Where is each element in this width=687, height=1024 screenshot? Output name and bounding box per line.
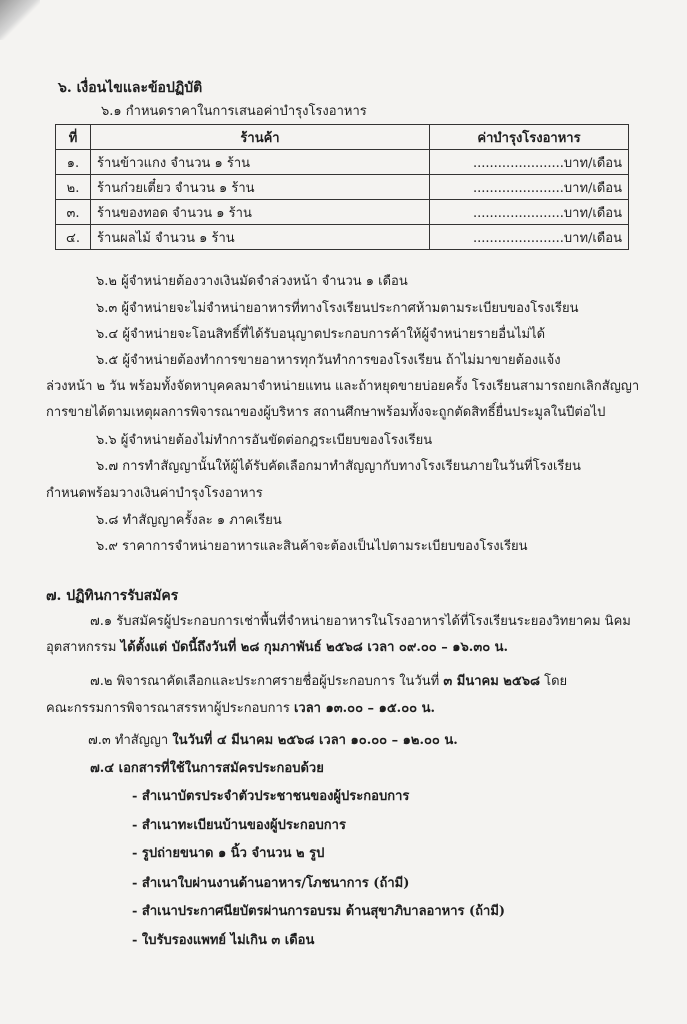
table-header-row	[56, 125, 629, 150]
row-shop: ร้านผลไม้ จำนวน ๑ ร้าน	[91, 225, 430, 250]
section7-item2-cont	[46, 701, 435, 717]
section7-item4: ๗.๔ เอกสารที่ใช้ในการสมัครประกอบด้วย	[90, 761, 324, 776]
section7-item3	[88, 733, 458, 749]
item2-suffix: โดย	[540, 674, 568, 689]
section6-item4: ๖.๔ ผู้จำหน่ายจะโอนสิทธิ์ที่ได้รับอนุญาตประกอบการค้าให้ผู้จำหน่ายรายอื่นไม่ได้	[96, 327, 546, 342]
section6-item8: ๖.๘ ทำสัญญาครั้งละ ๑ ภาคเรียน	[96, 513, 282, 528]
item1-prefix: อุตสาหกรรม	[46, 640, 121, 655]
table-row	[56, 150, 629, 175]
item2-date: ๓ มีนาคม ๒๕๖๘	[443, 674, 540, 689]
row-shop: ร้านก๋วยเตี๋ยว จำนวน ๑ ร้าน	[91, 175, 430, 200]
row-no: ๒.	[56, 175, 91, 200]
section6-item3: ๖.๓ ผู้จำหน่ายจะไม่จำหน่ายอาหารที่ทางโรงเรียนประกาศห้ามตามระเบียบของโรงเรียน	[96, 301, 579, 316]
col-shop-header: ร้านค้า	[91, 125, 430, 150]
section7-heading: ๗. ปฏิทินการรับสมัคร	[46, 588, 179, 604]
section6-item6: ๖.๖ ผู้จำหน่ายต้องไม่ทำการอันขัดต่อกฎระเบียบของโรงเรียน	[96, 433, 433, 448]
section6-item2: ๖.๒ ผู้จำหน่ายต้องวางเงินมัดจำล่วงหน้า จำนวน ๑ เดือน	[96, 274, 408, 289]
section6-item9: ๖.๙ ราคาการจำหน่ายอาหารและสินค้าจะต้องเป็นไปตามระเบียบของโรงเรียน	[96, 539, 528, 554]
table-row	[56, 200, 629, 225]
table-row	[56, 225, 629, 250]
item2-text: ๗.๒ พิจารณาคัดเลือกและประกาศรายชื่อผู้ประกอบการ ในวันที่	[90, 674, 444, 689]
row-fee: ......................บาท/เดือน	[430, 150, 629, 175]
section6-item7-cont: กำหนดพร้อมวางเงินค่าบำรุงโรงอาหาร	[46, 486, 263, 501]
row-fee: ......................บาท/เดือน	[430, 225, 629, 250]
row-fee: ......................บาท/เดือน	[430, 175, 629, 200]
row-no: ๔.	[56, 225, 91, 250]
section6-item1: ๖.๑ กำหนดราคาในการเสนอค่าบำรุงโรงอาหาร	[101, 104, 367, 119]
row-no: ๓.	[56, 200, 91, 225]
item2-time: เวลา ๑๓.๐๐ – ๑๕.๐๐ น.	[293, 701, 435, 716]
col-fee-header: ค่าบำรุงโรงอาหาร	[430, 125, 629, 150]
canteen-fee-table	[55, 124, 629, 250]
doc-item: - สำเนาบัตรประจำตัวประชาชนของผู้ประกอบการ	[132, 789, 410, 804]
item3-text: ๗.๓ ทำสัญญา	[88, 733, 173, 748]
section7-item2	[90, 674, 567, 690]
section7-item1: ๗.๑ รับสมัครผู้ประกอบการเช่าพื้นที่จำหน่ายอาหารในโรงอาหารได้ที่โรงเรียนระยองวิทยาคม นิคม	[90, 614, 631, 629]
doc-item: - สำเนาใบผ่านงานด้านอาหาร/โภชนาการ (ถ้ามี)	[132, 876, 410, 891]
section7-item1-cont	[46, 640, 508, 656]
section6-item5-cont2: การขายได้ตามเหตุผลการพิจารณาของผู้บริหาร สถานศึกษาพร้อมทั้งจะถูกตัดสิทธิ์ยื่นประมูลในปีต่อไป	[46, 405, 606, 420]
section6-item5-cont1: ล่วงหน้า ๒ วัน พร้อมทั้งจัดหาบุคคลมาจำหน่ายแทน และถ้าหยุดขายบ่อยครั้ง โรงเรียนสามารถยกเลิกสัญญา	[46, 379, 640, 394]
table-row	[56, 175, 629, 200]
item3-date: ในวันที่ ๔ มีนาคม ๒๕๖๘ เวลา ๑๐.๐๐ – ๑๒.๐๐ น.	[172, 733, 458, 748]
row-shop: ร้านของทอด จำนวน ๑ ร้าน	[91, 200, 430, 225]
section6-item7: ๖.๗ การทำสัญญานั้นให้ผู้ได้รับคัดเลือกมาทำสัญญากับทางโรงเรียนภายในวันที่โรงเรียน	[96, 459, 581, 474]
doc-item: - รูปถ่ายขนาด ๑ นิ้ว จำนวน ๒ รูป	[132, 846, 325, 861]
section6-heading: ๖. เงื่อนไขและข้อปฏิบัติ	[58, 80, 203, 96]
item1-date: ได้ตั้งแต่ บัดนี้ถึงวันที่ ๒๘ กุมภาพันธ์ ๒๕๖๘ เวลา ๐๙.๐๐ – ๑๖.๓๐ น.	[120, 640, 509, 655]
item2-committee: คณะกรรมการพิจารณาสรรหาผู้ประกอบการ	[46, 701, 294, 716]
row-fee: ......................บาท/เดือน	[430, 200, 629, 225]
row-shop: ร้านข้าวแกง จำนวน ๑ ร้าน	[91, 150, 430, 175]
row-no: ๑.	[56, 150, 91, 175]
doc-item: - สำเนาทะเบียนบ้านของผู้ประกอบการ	[132, 818, 346, 833]
doc-item: - สำเนาประกาศนียบัตรผ่านการอบรม ด้านสุขาภิบาลอาหาร (ถ้ามี)	[132, 904, 506, 919]
section6-item5: ๖.๕ ผู้จำหน่ายต้องทำการขายอาหารทุกวันทำการของโรงเรียน ถ้าไม่มาขายต้องแจ้ง	[96, 353, 561, 368]
col-no-header: ที่	[56, 125, 91, 150]
doc-item: - ใบรับรองแพทย์ ไม่เกิน ๓ เดือน	[132, 933, 315, 948]
